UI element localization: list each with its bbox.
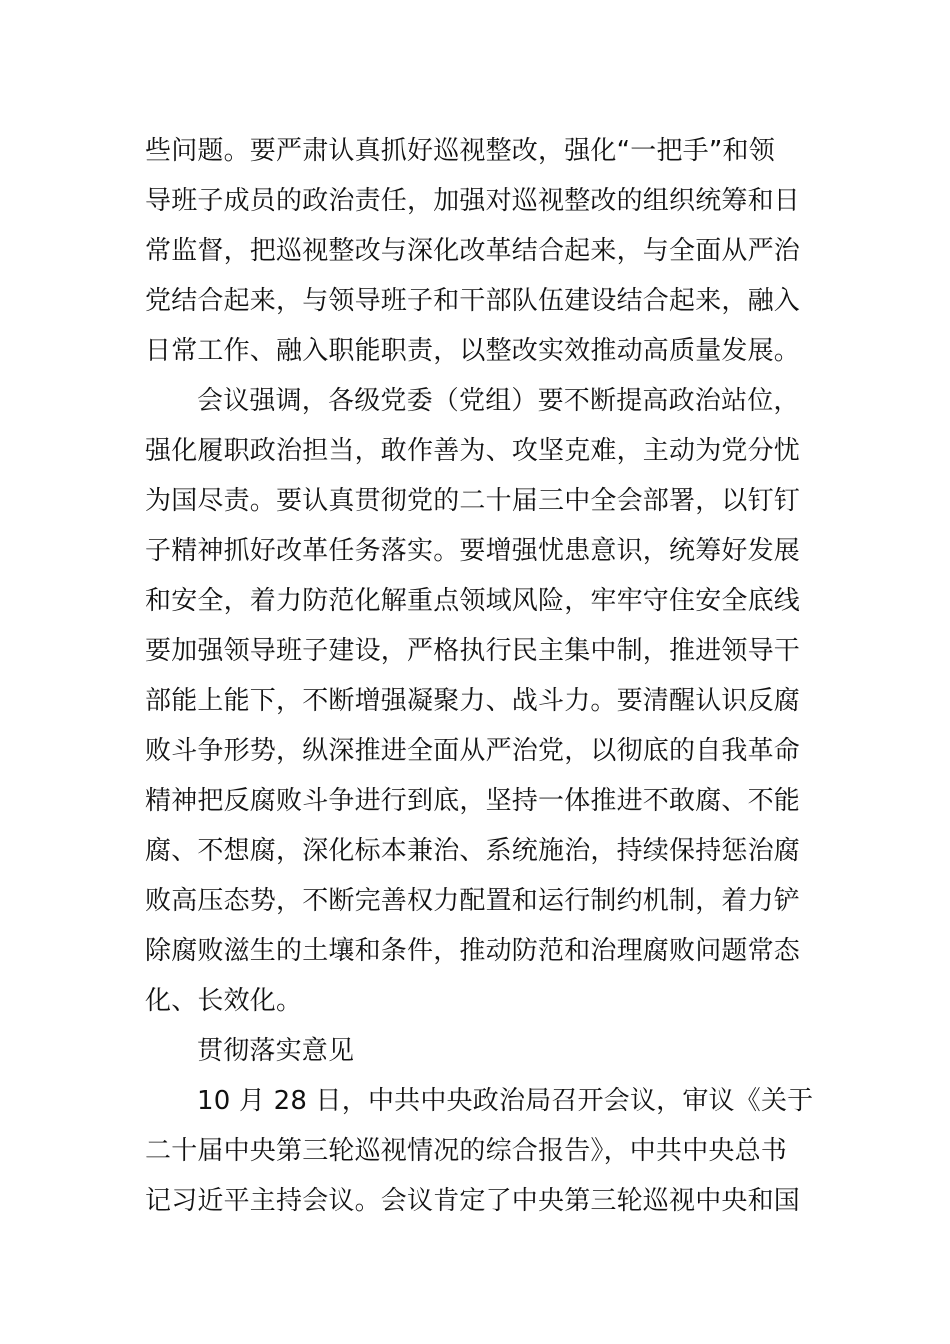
text-line: 除腐败滋生的土壤和条件，推动防范和治理腐败问题常态	[145, 936, 801, 966]
text-line: 子精神抓好改革任务落实。要增强忧患意识，统筹好发展	[145, 536, 801, 566]
text-line: 精神把反腐败斗争进行到底，坚持一体推进不敢腐、不能	[145, 786, 801, 816]
text-line: 败高压态势，不断完善权力配置和运行制约机制，着力铲	[145, 886, 801, 916]
text-line: 党结合起来，与领导班子和干部队伍建设结合起来，融入	[145, 286, 801, 316]
text-line: 败斗争形势，纵深推进全面从严治党，以彻底的自我革命	[145, 736, 801, 766]
paragraph-first-line: 会议强调，各级党委（党组）要不断提高政治站位，	[197, 386, 800, 416]
paragraph-first-line: 10 月 28 日，中共中央政治局召开会议，审议《关于	[197, 1086, 814, 1116]
text-line: 些问题。要严肃认真抓好巡视整改，强化“一把手”和领	[145, 136, 775, 166]
text-line: 和安全，着力防范化解重点领域风险，牢牢守住安全底线	[145, 586, 801, 616]
text-line: 为国尽责。要认真贯彻党的二十届三中全会部署，以钉钉	[145, 486, 801, 516]
text-line: 记习近平主持会议。会议肯定了中央第三轮巡视中央和国	[145, 1186, 801, 1216]
text-line: 部能上能下，不断增强凝聚力、战斗力。要清醒认识反腐	[145, 686, 801, 716]
text-line: 常监督，把巡视整改与深化改革结合起来，与全面从严治	[145, 236, 801, 266]
section-heading: 贯彻落实意见	[197, 1036, 355, 1066]
text-line: 要加强领导班子建设，严格执行民主集中制，推进领导干	[145, 636, 801, 666]
text-line: 腐、不想腐，深化标本兼治、系统施治，持续保持惩治腐	[145, 836, 801, 866]
text-line: 导班子成员的政治责任，加强对巡视整改的组织统筹和日	[145, 186, 801, 216]
text-line: 化、长效化。	[145, 986, 303, 1016]
text-line: 日常工作、融入职能职责，以整改实效推动高质量发展。	[145, 336, 801, 366]
text-line: 强化履职政治担当，敢作善为、攻坚克难，主动为党分忧	[145, 436, 801, 466]
text-line: 二十届中央第三轮巡视情况的综合报告》，中共中央总书	[145, 1136, 788, 1166]
